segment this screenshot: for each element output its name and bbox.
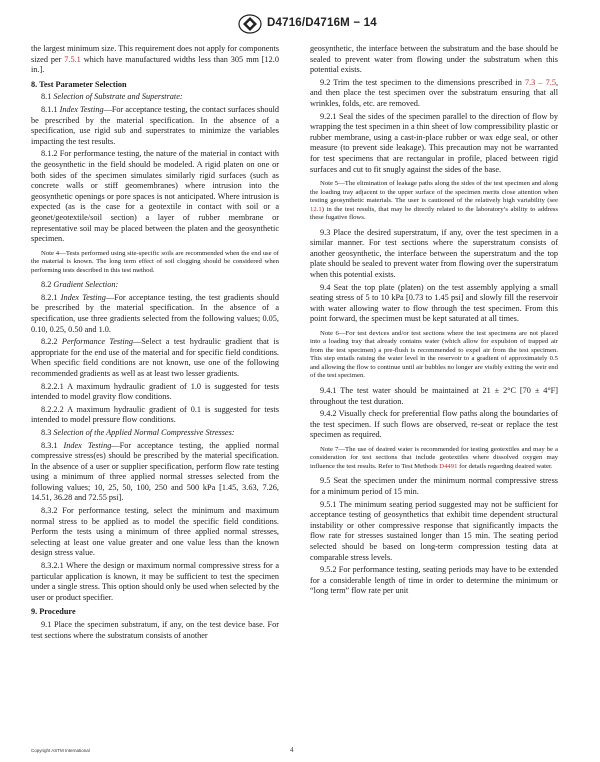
copyright-notice: Copyright ASTM International — [31, 748, 90, 753]
paragraph-9-2: 9.2 Trim the test specimen to the dimensions prescribed in 7.3 – 7.5, and then place the test specimen over the substratum ensuring that all wrinkles, folds, etc. are removed. — [310, 77, 559, 108]
paragraph-8-2-2-2: 8.2.2.2 A maximum hydraulic gradient of 0.1 is suggested for tests intended to model pressure flow conditions. — [31, 404, 279, 425]
section-heading-9: 9. Procedure — [31, 607, 76, 617]
paragraph-8-2-1: 8.2.1 Index Testing—For acceptance testing, the test gradients should be prescribed by the material specification. In the absence of a specification, use three gradients selected from the following values; 0.05, 0.10, 0.25, 0.50 and 1.0. — [31, 292, 280, 334]
paragraph-8-2-2: 8.2.2 Performance Testing—Select a test hydraulic gradient that is appropriate for the end use of the material and for specific field conditions. When specific field conditions are not known, use one of the following recommended gradients as well as at least two lesser gradients. — [31, 337, 280, 378]
document-designation: D4716/D4716M − 14 — [267, 17, 377, 29]
paragraph-continued: geosynthetic, the interface between the substratum and the base should be sealed to prevent water from flowing under the substratum when this potential exists. — [310, 44, 558, 75]
paragraph-9-2-1: 9.2.1 Seal the sides of the specimen parallel to the direction of flow by wrapping the test specimen in a thin sheet of low compressibility plastic or rubber membrane, using a cast-in-place rubber or wax edge seal, or other measure (to prevent side leakage). This precaution may not be warranted for test specimens that are rectangular in profile, placed between rigid surfaces and cut to fit snugly against the sides of the base. — [310, 111, 558, 174]
paragraph-9-3: 9.3 Place the desired superstratum, if any, over the test specimen in a similar manner. For test sections where the superstratum consists of another geosynthetic, the interface between the superstratum and the top plate should be sealed to prevent water from flowing over the superstratum when this potential exists. — [310, 227, 558, 279]
paragraph-8-3-1: 8.3.1 Index Testing—For acceptance testing, the applied normal compressive stress(es) should be prescribed by the material specification. In the absence of a user or supplier specification, perform flow rate testing using a minimum of three applied normal stresses selected from the following values; 10, 25, 50, 100, 250 and 500 kPa [1.45, 3.63, 7.26, 14.51, 36.28 and 72.55 psi]. — [31, 440, 280, 503]
astm-logo-icon — [238, 14, 262, 34]
paragraph-9-4-1: 9.4.1 The test water should be maintained at 21 ± 2°C [70 ± 4°F] throughout the test duration. — [310, 385, 558, 406]
paragraph-9-5: 9.5 Seat the specimen under the minimum normal compressive stress for a minimum period of 15 min. — [310, 476, 558, 497]
paragraph-8-1-1: 8.1.1 Index Testing—For acceptance testing, the contact surfaces should be prescribed by the material specification. In the absence of a specification, use rigid sub and superstrates to minimize the variables impacting the test results. — [31, 104, 280, 146]
paragraph-9-4-2: 9.4.2 Visually check for preferential flow paths along the boundaries of the test specimen. If such flows are observed, re-seat or replace the test specimen as required. — [310, 409, 558, 440]
note-4: Note 4—Tests performed using site-specific soils are recommended when the end use of the material is known. The long term effect of soil clogging should be considered when performing tests described in this test method. — [31, 249, 279, 274]
right-column — [310, 44, 558, 599]
page-number: 4 — [290, 746, 294, 754]
paragraph-8-1-2: 8.1.2 For performance testing, the nature of the material in contact with the geosynthetic in the field should be modeled. A rigid platen on one or both sides of the specimen simulates similarly rigid surfaces (such as concrete walls or stiff geomembranes) where intrusion into the geosynthetic openings or pore spaces is not anticipated. Where intrusion is expected (as is the case for a geotextile in contact with soil or a geonet/geotextile/soil section) a layer of rubber membrane or representative soil may be placed between the platen and the geosynthetic specimen. — [31, 149, 279, 244]
left-column — [31, 44, 279, 643]
paragraph-8-2: 8.2 Gradient Selection: — [41, 280, 119, 290]
paragraph-8-1: 8.1 Selection of Substrate and Superstrate: — [41, 92, 183, 102]
paragraph-9-1: 9.1 Place the specimen substratum, if any, on the test device base. For test sections where the substratum consists of another — [31, 620, 279, 640]
section-reference-link[interactable]: 7.5.1 — [64, 54, 81, 64]
paragraph-9-5-1: 9.5.1 The minimum seating period suggested may not be sufficient for acceptance testing of geosynthetics that exhibit time dependent structural instability or other compressive response that significantly impacts the flow rate for stresses sustained longer than 15 min. The seating period selected should be based on long-term compression testing data at comparable stress levels. — [310, 499, 558, 562]
note-5: Note 5—The elimination of leakage paths along the sides of the test specimen and along the loading tray adjacent to the upper surface of the specimen merits close attention when testing geosynthetic materials. The user is cautioned of the relatively high variability (see 12.1) in the test results, that may be directly related to the laboratory’s ability to address these fugative flows. — [310, 180, 558, 222]
paragraph: the largest minimum size. This requirement does not apply for components sized per 7.5.1 which have manufactured widths less than 305 mm [12.0 in.]. — [31, 44, 279, 75]
standard-reference-link[interactable]: D4491 — [439, 462, 458, 470]
note-6: Note 6—For test devices and/or test sections where the test specimens are not placed into a loading tray that already contains water (which allow for expulsion of trapped air from the test specimen) a pre-flush is recommended to expel air from the test specimen. This step entails raising the water level in the reservoir to a gradient of approximately 0.5 and allowing the flow to continue until air bubbles no longer are visibly exiting the weir end of the test specimen. — [310, 329, 558, 380]
paragraph-9-5-2: 9.5.2 For performance testing, seating periods may have to be extended for a considerable length of time in order to determine the minimum or “long term” flow rate per unit — [310, 565, 558, 596]
note-7: Note 7—The use of deaired water is recommended for testing geotextiles and may be a consideration for test sections that include geotextiles where dissolved oxygen may influence the test results. Refer to Test Methods D4491 for details regarding deaired water. — [310, 445, 558, 470]
paragraph-8-3-2-1: 8.3.2.1 Where the design or maximum normal compressive stress for a particular application is known, it may be sufficient to test the specimen under a single stress. This option should only be used when selected by the user or product specifier. — [31, 561, 279, 602]
paragraph-9-4: 9.4 Seat the top plate (platen) on the test assembly applying a small seating stress of 5 to 10 kPa [0.73 to 1.45 psi] and slowly fill the reservoir with water allowing water to flow through the test specimen. From this point forward, the specimen must be kept saturated at all times. — [310, 282, 558, 324]
paragraph-8-3-2: 8.3.2 For performance testing, select the minimum and maximum normal stress to be applied as to model the specific field conditions. Perform the tests using a minimum of three applied normal stresses, selecting at least one value greater and one value less than the known design stress value. — [31, 506, 279, 558]
page-header — [0, 14, 600, 36]
section-reference-link[interactable]: 12.1 — [310, 205, 322, 213]
section-heading-8: 8. Test Parameter Selection — [31, 79, 127, 89]
paragraph-8-3: 8.3 Selection of the Applied Normal Compressive Stresses: — [41, 427, 235, 437]
paragraph-8-2-2-1: 8.2.2.1 A maximum hydraulic gradient of 1.0 is suggested for tests intended to model gravity flow conditions. — [31, 381, 279, 402]
section-reference-link[interactable]: 7.3 – 7.5 — [524, 77, 556, 87]
